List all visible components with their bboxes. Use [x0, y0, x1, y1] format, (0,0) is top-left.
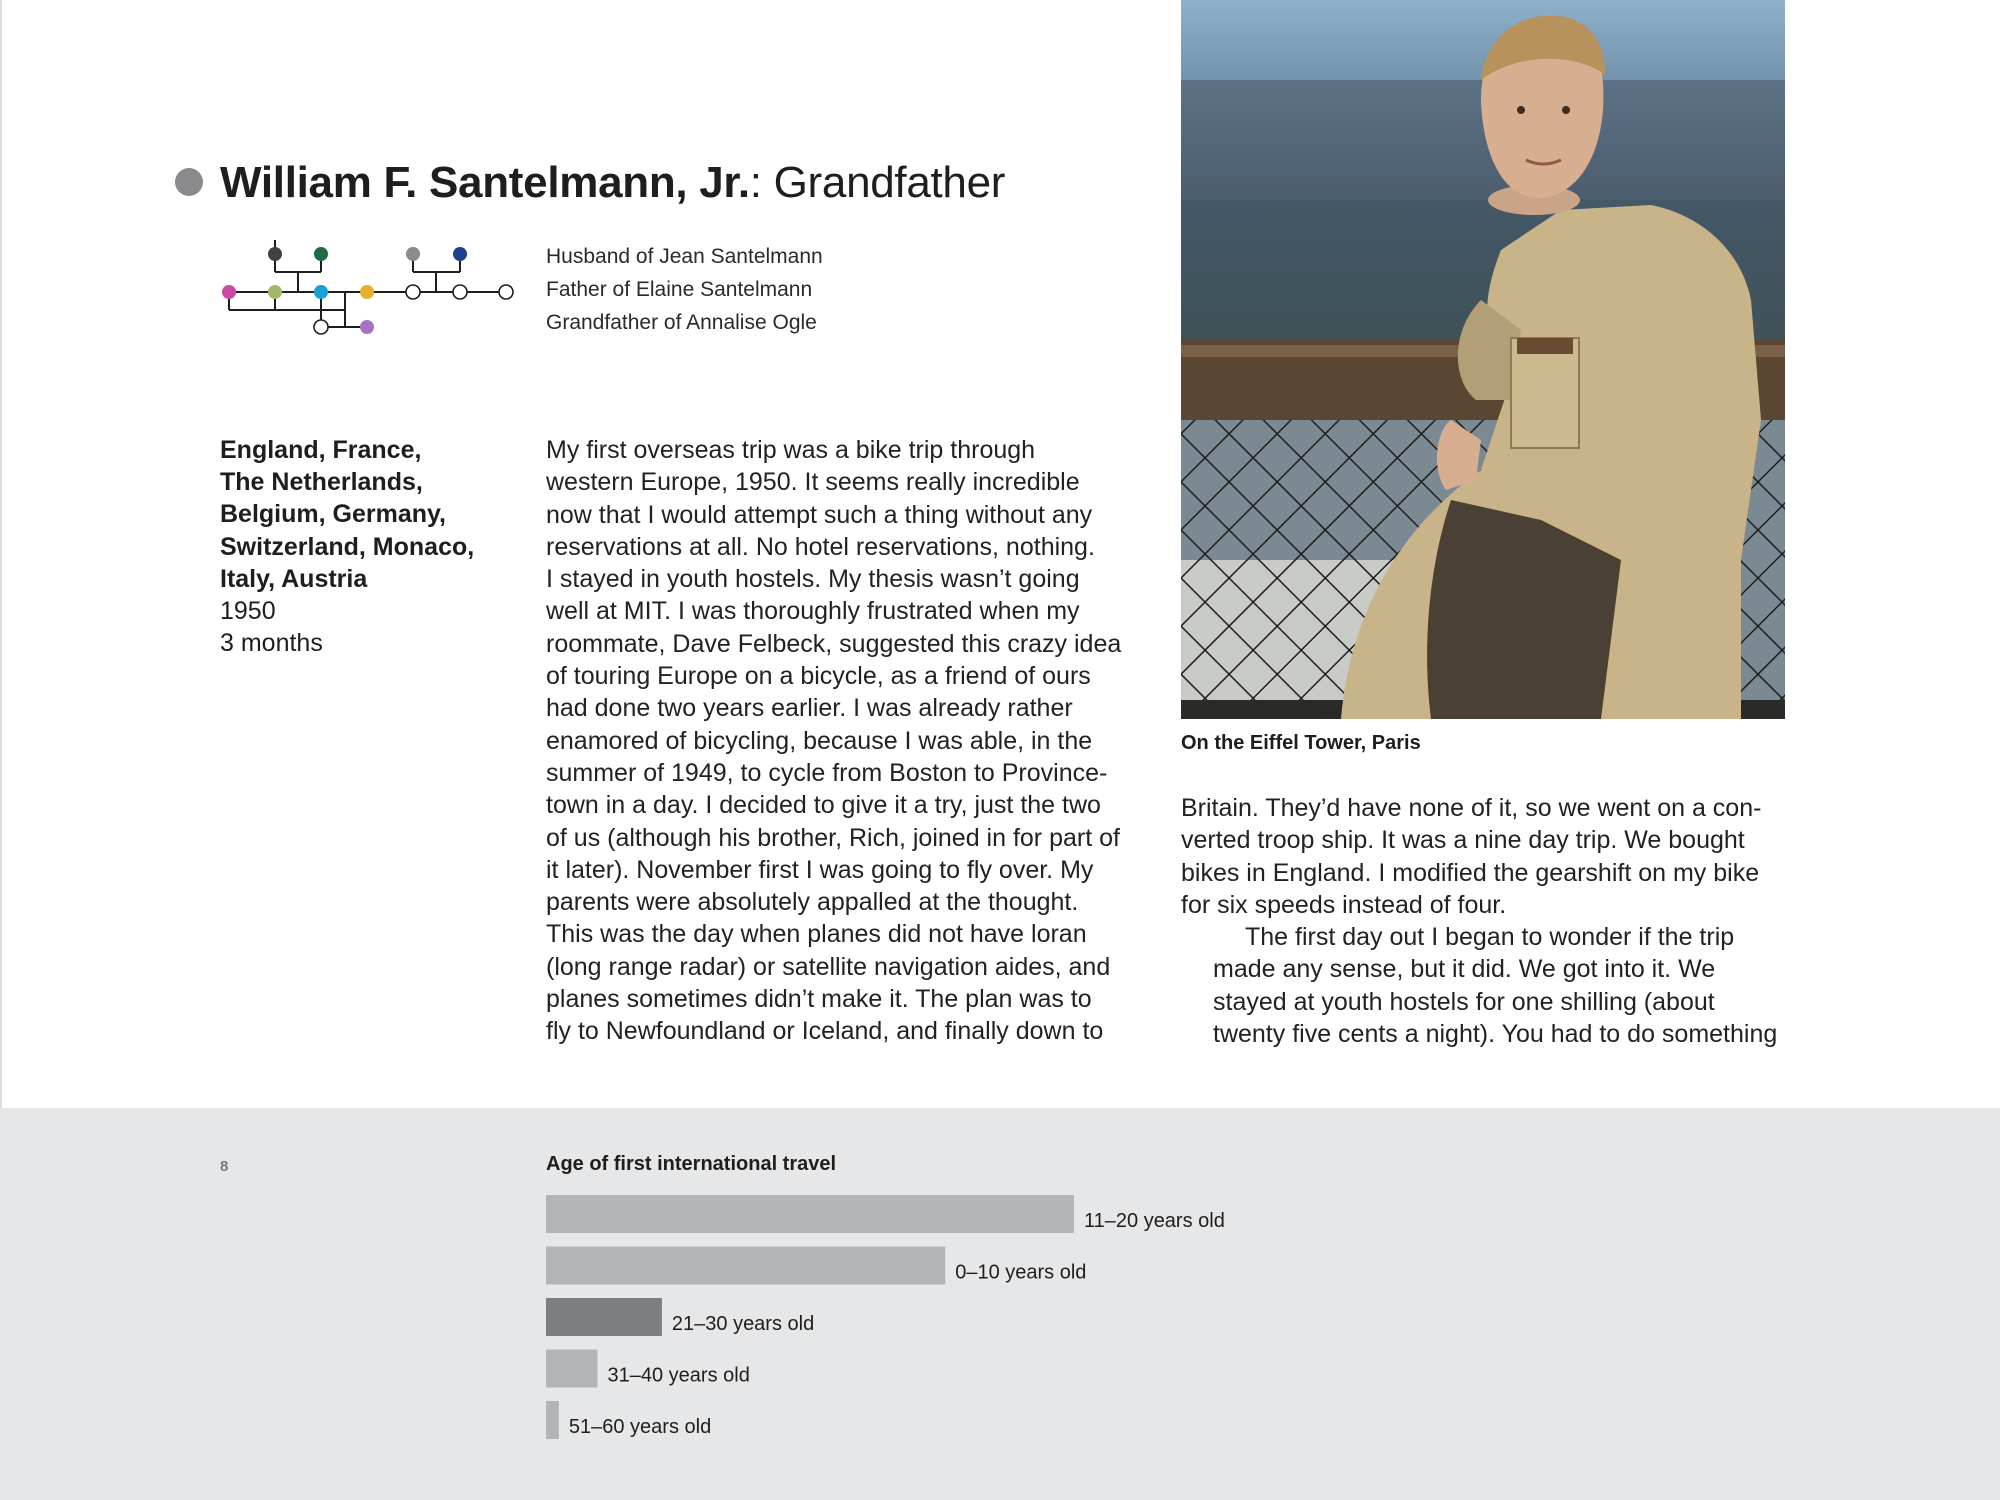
trip-year: 1950: [220, 597, 276, 626]
trip-place: England, France,: [220, 436, 422, 464]
page-number: 8: [220, 1158, 229, 1175]
family-tree-diagram: [215, 240, 515, 340]
photo-caption: On the Eiffel Tower, Paris: [1181, 732, 1421, 754]
title-separator: :: [749, 158, 762, 207]
story-line: I stayed in youth hostels. My thesis wasn’t going: [546, 565, 1080, 594]
story-line: The first day out I began to wonder if the trip: [1245, 923, 1735, 952]
page-edge: [0, 0, 2, 1108]
story-line: reservations at all. No hotel reservations, nothing.: [546, 532, 1095, 561]
chart-bar: [546, 1195, 1074, 1233]
tree-node-grandchild: [360, 320, 374, 334]
tree-node-relative: [222, 285, 236, 299]
story-paragraph: [1181, 792, 1801, 921]
story-line: My first overseas trip was a bike trip through: [546, 436, 1036, 464]
tree-node-great-grandparent: [268, 247, 282, 261]
tree-node-relative: [360, 285, 374, 299]
story-line: stayed at youth hostels for one shilling (about: [1213, 987, 1715, 1016]
story-line: bikes in England. I modified the gearshift on my bike: [1181, 858, 1760, 887]
trip-duration: 3 months: [220, 629, 323, 658]
story-line: summer of 1949, to cycle from Boston to Province-: [546, 758, 1108, 787]
tree-node-empty: [314, 320, 328, 334]
story-line: of touring Europe on a bicycle, as a friend of ours: [546, 662, 1091, 691]
story-line: (long range radar) or satellite navigation aides, and: [546, 952, 1111, 981]
story-line: made any sense, but it did. We got into it. We: [1213, 955, 1716, 984]
tree-node-great-grandparent: [453, 247, 467, 261]
tree-node-relative: [268, 285, 282, 299]
person-role: Grandfather: [773, 158, 1006, 207]
story-line: well at MIT. I was thoroughly frustrated when my: [546, 597, 1080, 626]
tree-node-great-grandparent: [314, 247, 328, 261]
chart-bar-label: 0–10 years old: [955, 1261, 1087, 1284]
chart-bar: [546, 1350, 598, 1388]
chart-bar: [546, 1401, 559, 1439]
story-line: town in a day. I decided to give it a try, just the two: [546, 791, 1101, 820]
story-line: fly to Newfoundland or Iceland, and finally down to: [546, 1017, 1104, 1046]
story-line: verted troop ship. It was a nine day trip. We bought: [1181, 826, 1745, 855]
chart-bar-label: 31–40 years old: [607, 1364, 750, 1387]
chart-bar-label: 21–30 years old: [671, 1313, 815, 1335]
chart-bar: [546, 1247, 945, 1285]
story-column-2: [1181, 792, 1801, 1050]
chart-bar-label: 51–60 years old: [568, 1416, 712, 1438]
tree-node-empty: [499, 285, 513, 299]
family-tree-nodes: [222, 247, 513, 334]
relation-line: Husband of Jean Santelmann: [546, 245, 823, 268]
page-title: [220, 155, 1005, 211]
story-line: had done two years earlier. I was already rather: [546, 694, 1073, 723]
tree-node-empty: [453, 285, 467, 299]
trip-place: Italy, Austria: [220, 564, 368, 593]
story-line: enamored of bicycling, because I was able, in the: [546, 726, 1093, 755]
story-line: roommate, Dave Felbeck, suggested this crazy idea: [546, 629, 1122, 658]
relation-line: Grandfather of Annalise Ogle: [546, 311, 817, 334]
tree-node-grandfather: [314, 285, 328, 299]
tree-node-empty: [406, 285, 420, 299]
trip-place: The Netherlands,: [220, 468, 423, 497]
story-line: parents were absolutely appalled at the thought.: [546, 888, 1079, 917]
story-line: twenty five cents a night). You had to do something: [1213, 1020, 1778, 1049]
story-line: planes sometimes didn’t make it. The plan was to: [546, 985, 1092, 1014]
story-column-1: [546, 434, 1146, 1048]
person-name: William F. Santelmann, Jr.: [220, 158, 750, 207]
trip-place: Switzerland, Monaco,: [220, 532, 475, 561]
story-line: Britain. They’d have none of it, so we went on a con-: [1181, 794, 1762, 822]
age-first-travel-chart: [546, 1188, 1346, 1458]
story-line: western Europe, 1950. It seems really incredible: [546, 468, 1080, 497]
photo-eiffel-tower: [1181, 0, 1785, 719]
heading-bullet: [175, 168, 203, 196]
relations-list: [546, 240, 823, 339]
chart-bar-label: 11–20 years old: [1084, 1210, 1225, 1232]
chart-title: Age of first international travel: [546, 1153, 837, 1175]
trip-place: Belgium, Germany,: [220, 500, 446, 529]
story-line: now that I would attempt such a thing without any: [546, 500, 1093, 529]
story-paragraph: [1181, 921, 1801, 1050]
chart-bar: [546, 1298, 662, 1336]
trip-summary: [220, 434, 520, 659]
story-line: This was the day when planes did not have loran: [546, 920, 1087, 949]
story-line: for six speeds instead of four.: [1181, 890, 1507, 919]
story-line: it later). November first I was going to fly over. My: [546, 855, 1094, 884]
tree-node-great-grandparent: [406, 247, 420, 261]
relation-line: Father of Elaine Santelmann: [546, 278, 813, 301]
story-line: of us (although his brother, Rich, joined in for part of: [546, 823, 1120, 852]
